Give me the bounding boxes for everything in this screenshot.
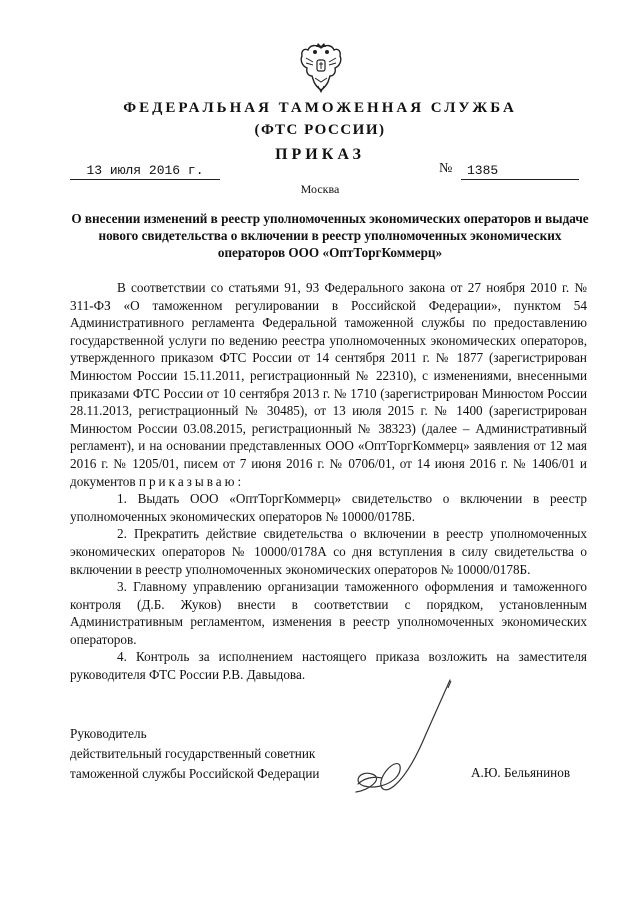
city: Москва	[300, 182, 340, 196]
document-type: ПРИКАЗ	[275, 146, 365, 163]
signer-rank-line-1: действительный государственный советник	[70, 746, 316, 761]
intro-paragraph	[70, 279, 587, 490]
order-date: 13 июля 2016 г.	[70, 163, 220, 180]
signer-rank-line-2: таможенной службы Российской Федерации	[70, 766, 320, 781]
signer-block	[70, 724, 319, 784]
agency-short-name: (ФТС РОССИИ)	[254, 122, 386, 138]
order-item-2: 2. Прекратить действие свидетельства о включении в реестр уполномоченных экономических операторов № 10000/0178А со дня вступления в силу свидетельства о включении в реестр уполномоченных экономических операторов № 10000/0178Б.	[70, 526, 587, 577]
order-body	[70, 279, 587, 684]
signer-name: А.Ю. Бельянинов	[471, 765, 571, 780]
intro-text: В соответствии со статьями 91, 93 Федерального закона от 27 ноября 2010 г. № 311-ФЗ «О таможенном регулировании в Российской Федерации», пунктом 54 Административного регламента Федеральной таможенной службы по предоставлению государственной услуги по ведению реестра уполномоченных экономических операторов, утвержденного приказом ФТС России от 14 сентября 2011 г. № 1877 (зарегистрирован Минюстом России 15.11.2011, регистрационный № 22310), с изменениями, внесенными приказами ФТС России от 10 сентября 2013 г. № 1710 (зарегистрирован Минюстом России 28.11.2013, регистрационный № 30485), от 13 июля 2015 г. № 1400 (зарегистрирован Минюстом России 03.08.2015, регистрационный № 38323) (далее – Административный регламент), и на основании представленных ООО «ОптТоргКоммерц» заявления от 12 мая 2016 г. № 1205/01, писем от 7 июня 2016 г. № 0706/01, от 14 июня 2016 г. № 1406/01 и документов	[70, 280, 587, 489]
coat-of-arms-emblem	[298, 42, 344, 94]
order-number-label: №	[439, 161, 453, 176]
agency-name: ФЕДЕРАЛЬНАЯ ТАМОЖЕННАЯ СЛУЖБА	[123, 100, 517, 116]
order-heading: О внесении изменений в реестр уполномоченных экономических операторов и выдаче нового свидетельства о включении в реестр уполномоченных экономических операторов ООО «ОптТоргКоммерц»	[71, 211, 589, 260]
order-item-3: 3. Главному управлению организации таможенного оформления и таможенного контроля (Д.Б. Жуков) внести в соответствии с порядком, установленным Административным регламентом, изменения в реестр уполномоченных экономических операторов.	[70, 579, 587, 647]
handwritten-signature	[330, 678, 470, 798]
order-item-4: 4. Контроль за исполнением настоящего приказа возложить на заместителя руководителя ФТС России Р.В. Давыдова.	[70, 649, 587, 683]
signer-position: Руководитель	[70, 726, 147, 741]
order-item-1: 1. Выдать ООО «ОптТоргКоммерц» свидетельство о включении в реестр уполномоченных экономических операторов № 10000/0178Б.	[70, 491, 587, 524]
prikazyvayu-word: приказываю:	[138, 473, 245, 489]
order-number: 1385	[461, 163, 579, 180]
